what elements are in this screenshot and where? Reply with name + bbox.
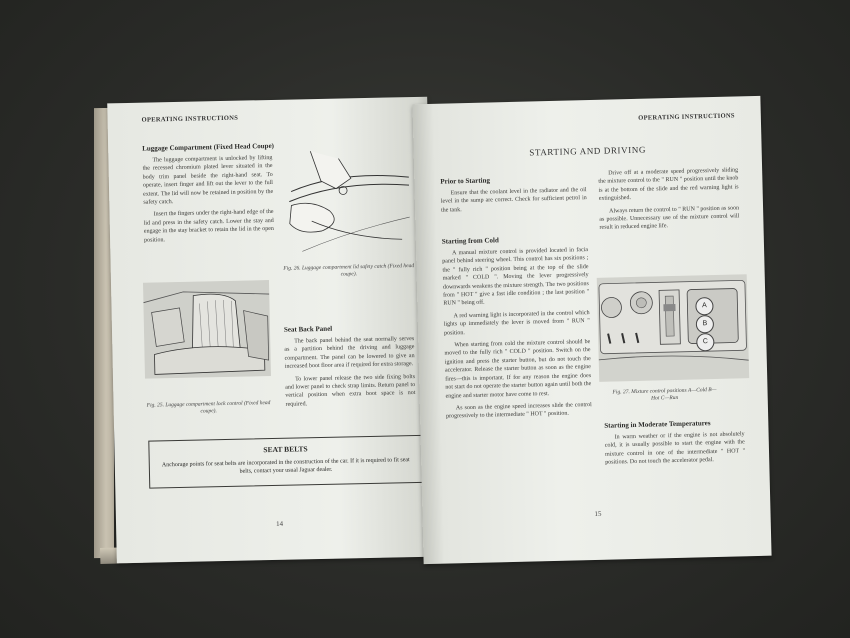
fig27-label-b: B [696, 315, 714, 333]
section-title: STARTING AND DRIVING [529, 144, 647, 158]
seat-back-paragraph-1: The back panel behind the seat normally serves as a partition behind the driving and luggage compartment. The panel can be lowered to give an increased boot floor area if required for extra storage. [284, 336, 415, 370]
drive-off-paragraph-1: Drive off at a moderate speed progressively sliding the mixture control to the " RUN " position until the knob is at the bottom of the slide and the red warning light is extinguished. [598, 167, 739, 203]
seat-back-heading: Seat Back Panel [283, 324, 333, 334]
right-page [412, 96, 771, 564]
luggage-paragraph-1: The luggage compartment is unlocked by lifting the recessed chromium plated lever situated in the body trim panel beside the right-hand seat. To operate, insert finger and lift out the lever to the full extent. The lid will now be retained in position by the safety catch. [142, 154, 274, 206]
prior-text [441, 186, 588, 219]
seat-belts-title: SEAT BELTS [263, 444, 308, 455]
cold-paragraph-3: When starting from cold the mixture control should be moved to the fully rich " COLD " position. Switch on the ignition and press the starter button, but do not touch the accelerator. Release the starter button as soon as the engine fires—this is important. If for any reason the engine does not start do not operate the starter button again until both the engine and starter motor have come to rest. [444, 339, 592, 400]
moderate-text [605, 430, 746, 471]
running-head-right: OPERATING INSTRUCTIONS [638, 112, 735, 122]
running-head-left: OPERATING INSTRUCTIONS [141, 114, 239, 124]
moderate-paragraph: In warm weather or if the engine is not absolutely cold, it is usually possible to start the engine with the mixture control in one of the intermediate " HOT " positions. Do not touch the accelerator pedal. [604, 431, 746, 466]
fig27-label-c: C [696, 333, 714, 351]
moderate-heading: Starting in Moderate Temperatures [604, 419, 711, 430]
luggage-text [142, 154, 274, 249]
page-number-left: 14 [275, 519, 284, 528]
luggage-paragraph-2: Insert the fingers under the right-hand edge of the lid and press in the safety catch. Lower the stay and engage in the stay bracket to retain the lid in the open position. [143, 209, 274, 244]
cold-text [442, 246, 592, 425]
fig25-caption: Fig. 25. Luggage compartment lock control (Fixed head coupe). [146, 400, 271, 415]
drive-off-text [598, 166, 740, 236]
cold-heading: Starting from Cold [441, 236, 499, 246]
fig27-caption: Fig. 27. Mixture control positions A—Cold B—Hot C—Run [612, 386, 717, 402]
fig27-label-a: A [695, 297, 713, 315]
cold-paragraph-4: As soon as the engine speed increases slide the control progressively to the intermediate " HOT " position. [446, 401, 592, 420]
seat-back-paragraph-2: To lower panel release the two side fixing bolts and lower panel to check strap limits. Return panel to vertical position when extra boot space is not required. [285, 373, 416, 408]
cold-paragraph-1: A manual mixture control is provided located in facia panel behind steering wheel. This control has six positions ; the " fully rich " position being at the top of the slide marked " COLD ". Moving the lever progressively downwards weakens the mixture strength. The two positions from " HOT " give a fast idle condition ; the last position " RUN " being off. [442, 247, 590, 308]
luggage-heading: Luggage Compartment (Fixed Head Coupe) [142, 141, 275, 153]
prior-heading: Prior to Starting [440, 176, 491, 186]
fig27-illustration [597, 274, 749, 382]
cold-paragraph-2: A red warning light is incorporated in the control which lights up immediately the lever is moved from " RUN " position. [443, 309, 590, 337]
seat-belts-notice [148, 435, 423, 489]
fig26-illustration [280, 149, 414, 260]
fig25-illustration [143, 280, 271, 379]
fig26-caption: Fig. 26. Luggage compartment lid safety catch (Fixed head coupe). [283, 263, 415, 278]
left-page [107, 97, 437, 564]
drive-off-paragraph-2: Always return the control to " RUN " position as soon as possible. Unnecessary use of the mixture control will result in reduced engine life. [599, 204, 740, 232]
prior-paragraph-1: Ensure that the coolant level in the radiator and the oil level in the sump are correct. Check for sufficient petrol in the tank. [440, 187, 587, 214]
page-number-right: 15 [594, 509, 602, 518]
seat-back-text [284, 335, 416, 413]
seat-belts-text: Anchorage points for seat belts are incorporated in the construction of the car. If it is required to fit seat belts, contact your usual Jaguar dealer. [161, 457, 410, 475]
